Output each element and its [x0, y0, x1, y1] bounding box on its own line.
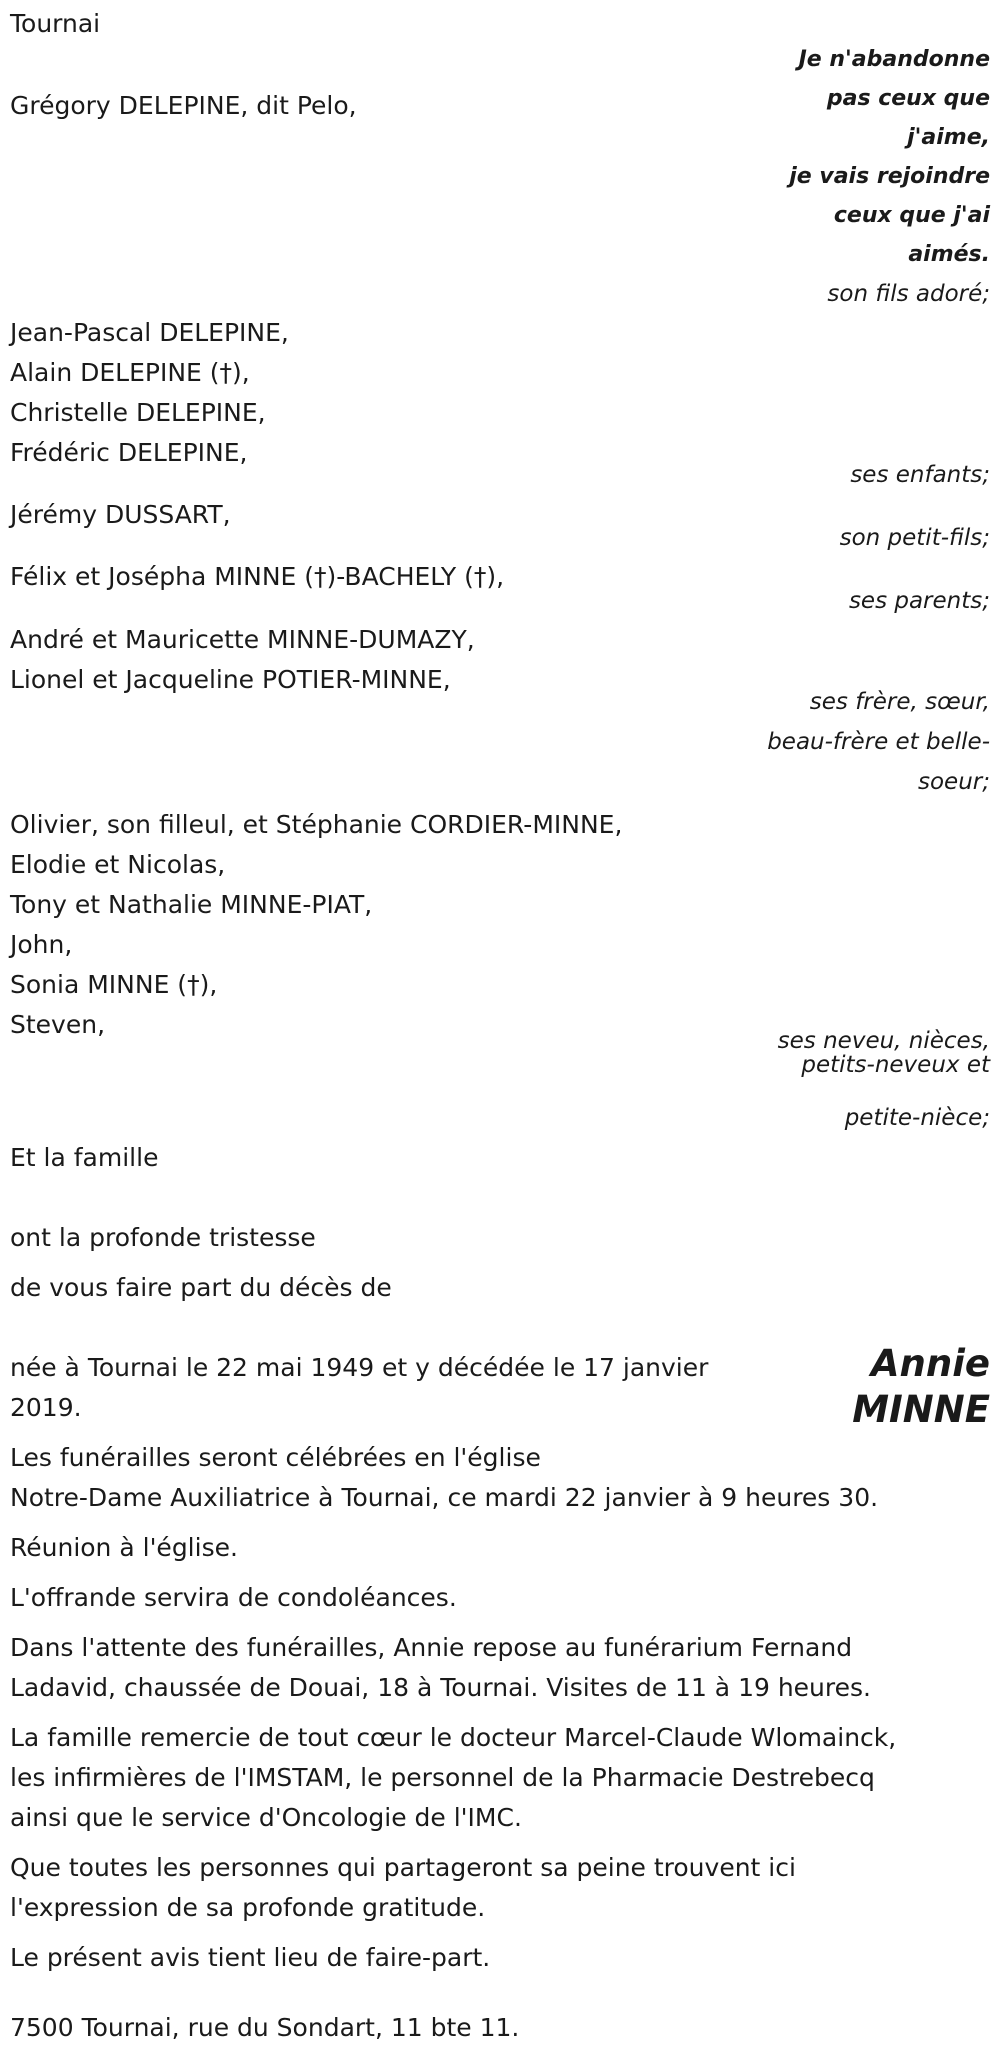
announcement-line: de vous faire part du décès de: [10, 1273, 392, 1302]
quote-line: Je n'abandonne: [798, 47, 990, 72]
offering-line: L'offrande servira de condoléances.: [10, 1583, 457, 1612]
thanks-line: les infirmières de l'IMSTAM, le personnel de la Pharmacie Destrebecq: [10, 1763, 875, 1792]
child-name: Alain DELEPINE (†),: [10, 358, 250, 387]
nephew-name: Olivier, son filleul, et Stéphanie CORDIER-MINNE,: [10, 810, 623, 839]
relation-nephews: ses neveu, nièces,: [777, 1028, 990, 1054]
announcement-line: ont la profonde tristesse: [10, 1223, 316, 1252]
nephew-name: Sonia MINNE (†),: [10, 970, 218, 999]
quote-line: ceux que j'ai: [833, 203, 990, 228]
funeral-line: Les funérailles seront célébrées en l'église: [10, 1443, 541, 1472]
notice-line: Le présent avis tient lieu de faire-part.: [10, 1943, 491, 1972]
son-name: Grégory DELEPINE, dit Pelo,: [10, 91, 357, 120]
grandson-name: Jérémy DUSSART,: [10, 500, 231, 529]
relation-children: ses enfants;: [850, 462, 990, 488]
quote-line: aimés.: [908, 242, 990, 267]
relation-siblings: soeur;: [918, 769, 990, 795]
nephew-name: Steven,: [10, 1010, 106, 1039]
birth-death-line: née à Tournai le 22 mai 1949 et y décédée le 17 janvier: [10, 1353, 709, 1382]
sibling-name: Lionel et Jacqueline POTIER-MINNE,: [10, 665, 451, 694]
relation-nephews: petits-neveux et: [801, 1052, 990, 1078]
gratitude-line: l'expression de sa profonde gratitude.: [10, 1893, 486, 1922]
thanks-line: La famille remercie de tout cœur le docteur Marcel-Claude Wlomainck,: [10, 1723, 897, 1752]
address-line: 7500 Tournai, rue du Sondart, 11 bte 11.: [10, 2013, 520, 2042]
family-line: Et la famille: [10, 1143, 159, 1172]
thanks-line: ainsi que le service d'Oncologie de l'IMC.: [10, 1803, 522, 1832]
parents-name: Félix et Josépha MINNE (†)-BACHELY (†),: [10, 562, 505, 591]
relation-parents: ses parents;: [848, 588, 990, 614]
quote-line: pas ceux que: [826, 86, 990, 111]
quote-line: j'aime,: [907, 125, 990, 150]
deceased-last-name: MINNE: [852, 1388, 990, 1431]
meeting-line: Réunion à l'église.: [10, 1533, 238, 1562]
child-name: Christelle DELEPINE,: [10, 398, 266, 427]
nephew-name: John,: [10, 930, 73, 959]
funeral-line: Notre-Dame Auxiliatrice à Tournai, ce mardi 22 janvier à 9 heures 30.: [10, 1483, 879, 1512]
quote-line: je vais rejoindre: [789, 164, 990, 189]
relation-son: son fils adoré;: [827, 281, 990, 307]
nephew-name: Tony et Nathalie MINNE-PIAT,: [10, 890, 373, 919]
relation-nephews: petite-nièce;: [844, 1105, 990, 1131]
relation-siblings: beau-frère et belle-: [767, 729, 990, 755]
relation-grandson: son petit-fils;: [839, 525, 990, 551]
resting-line: Ladavid, chaussée de Douai, 18 à Tournai. Visites de 11 à 19 heures.: [10, 1673, 871, 1702]
city-heading: Tournai: [10, 9, 101, 38]
relation-siblings: ses frère, sœur,: [809, 689, 990, 715]
resting-line: Dans l'attente des funérailles, Annie repose au funérarium Fernand: [10, 1633, 853, 1662]
child-name: Jean-Pascal DELEPINE,: [10, 318, 289, 347]
birth-death-line: 2019.: [10, 1393, 82, 1422]
child-name: Frédéric DELEPINE,: [10, 438, 248, 467]
nephew-name: Elodie et Nicolas,: [10, 850, 226, 879]
deceased-first-name: Annie: [870, 1342, 990, 1385]
sibling-name: André et Mauricette MINNE-DUMAZY,: [10, 625, 475, 654]
gratitude-line: Que toutes les personnes qui partageront sa peine trouvent ici: [10, 1853, 796, 1882]
